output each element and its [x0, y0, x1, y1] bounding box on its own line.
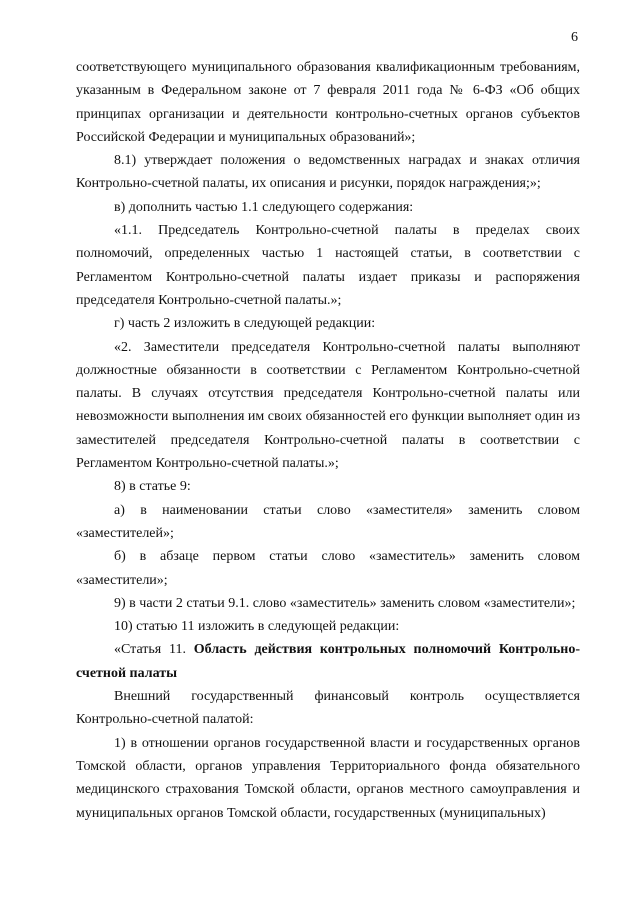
document-body — [76, 56, 580, 825]
paragraph-item-8-b: б) в абзаце первом статьи слово «заместитель» заменить словом «заместители»; — [76, 549, 580, 588]
paragraph-item-8-a: а) в наименовании статьи слово «заместителя» заменить словом «заместителей»; — [76, 502, 580, 541]
page-number: 6 — [571, 30, 578, 45]
paragraph-item-10: 10) статью 11 изложить в следующей редакции: — [114, 619, 400, 635]
paragraph-item-9: 9) в части 2 статьи 9.1. слово «заместитель» заменить словом «заместители»; — [114, 595, 576, 611]
paragraph-item-1: 1) в отношении органов государственной власти и государственных органов Томской области, органов управления Территориального фонда обязательного медицинского страхования Томской области, органов местного самоуправления и муниципальных органов Томской области, государственных (муниципальных) — [76, 735, 580, 821]
paragraph-part-2: «2. Заместители председателя Контрольно-счетной палаты выполняют должностные обязанности в соответствии с Регламентом Контрольно-счетной палаты. В случаях отсутствия председателя Контрольно-счетной палаты или невозможности выполнения им своих обязанностей его функции выполняет один из заместителей председателя Контрольно-счетной палаты в соответствии с Регламентом Контрольно-счетной палаты.»; — [76, 339, 580, 472]
paragraph-item-8-1: 8.1) утверждает положения о ведомственных наградах и знаках отличия Контрольно-счетной палаты, их описания и рисунки, порядок награждения;»; — [76, 153, 580, 192]
paragraph-continuation: соответствующего муниципального образования квалификационным требованиям, указанным в Федеральном законе от 7 февраля 2011 года № 6-ФЗ «Об общих принципах организации и деятельности контрольно-счетных органов субъектов Российской Федерации и муниципальных образований»; — [76, 60, 580, 145]
paragraph-amendment-v: в) дополнить частью 1.1 следующего содержания: — [114, 199, 414, 215]
article-prefix: «Статья 11. — [114, 642, 194, 658]
paragraph-part-1-1: «1.1. Председатель Контрольно-счетной палаты в пределах своих полномочий, определенных частью 1 настоящей статьи, в соответствии с Регламентом Контрольно-счетной палаты издает приказы и распоряжения председателя Контрольно-счетной палаты.»; — [76, 223, 580, 308]
article-heading — [76, 638, 580, 685]
paragraph-amendment-g: г) часть 2 изложить в следующей редакции: — [114, 316, 376, 332]
paragraph-external-control: Внешний государственный финансовый контроль осуществляется Контрольно-счетной палатой: — [76, 689, 580, 728]
paragraph-item-8: 8) в статье 9: — [114, 479, 191, 495]
article-title: Область действия контрольных полномочий Контрольно-счетной палаты — [76, 642, 581, 681]
